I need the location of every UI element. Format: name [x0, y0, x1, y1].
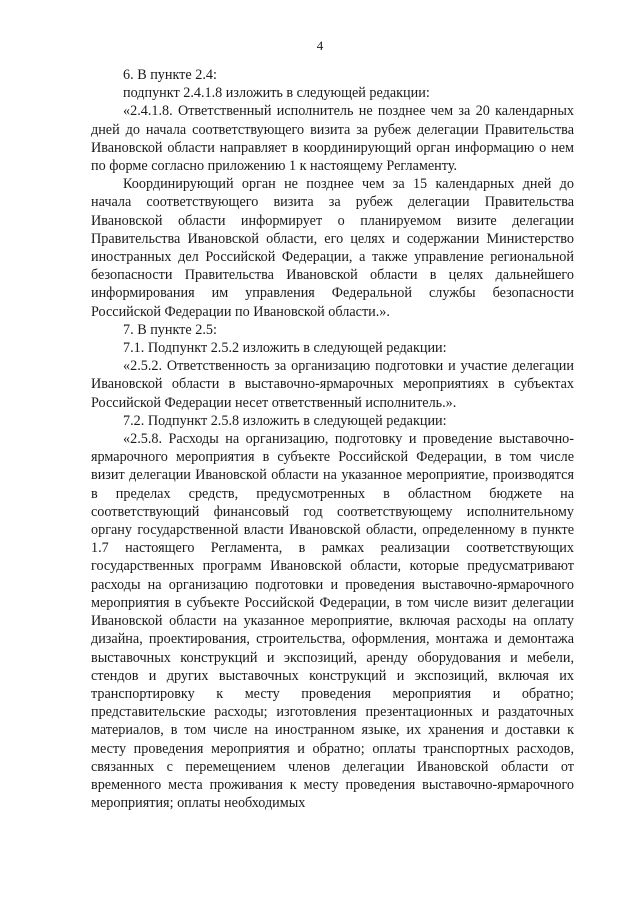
paragraph-7-1-intro: 7.1. Подпункт 2.5.2 изложить в следующей редакции:	[123, 340, 447, 357]
paragraph-7-2-intro: 7.2. Подпункт 2.5.8 изложить в следующей редакции:	[123, 412, 447, 429]
paragraph-subitem-2-4-1-8-intro: подпункт 2.4.1.8 изложить в следующей редакции:	[123, 85, 430, 102]
paragraph-2-5-2-text: «2.5.2. Ответственность за организацию подготовки и участие делегации Ивановской области в выставочно-ярмарочных мероприятиях в субъектах Российской Федерации несет ответственный исполнитель.».	[91, 358, 574, 411]
paragraph-2-4-1-8-text: «2.4.1.8. Ответственный исполнитель не позднее чем за 20 календарных дней до начала соответствующего визита за рубеж делегации Правительства Ивановской области направляет в координирующий орган информацию о нем по форме согласно приложению 1 к настоящему Регламенту.	[91, 103, 574, 175]
paragraph-coordinating-body: Координирующий орган не позднее чем за 15 календарных дней до начала соответствующего визита за рубеж делегации Правительства Ивановской области информирует о планируемом визите делегации Правительства Ивановской области, его целях и содержании Министерство иностранных дел Российской Федерации, а также управление региональной безопасности Правительства Ивановской области в целях дальнейшего информирования им управления Федеральной службы безопасности Российской Федерации по Ивановской области.».	[91, 176, 574, 320]
paragraph-item-7-heading: 7. В пункте 2.5:	[123, 321, 217, 338]
paragraph-item-6-heading: 6. В пункте 2.4:	[123, 67, 217, 83]
document-body	[91, 66, 574, 812]
page-number: 4	[316, 38, 324, 53]
paragraph-2-5-8-text: «2.5.8. Расходы на организацию, подготовку и проведение выставочно-ярмарочного мероприятия в субъекте Российской Федерации, в том числе визит делегации Ивановской области на указанное мероприятие, производятся в пределах средств, предусмотренных в областном бюджете на соответствующий финансовый год соответствующему исполнительному органу государственной власти Ивановской области, определенному в пункте 1.7 настоящего Регламента, в рамках реализации соответствующих государственных программ Ивановской области, которые предусматривают расходы на организацию подготовки и проведения выставочно-ярмарочного мероприятия в субъекте Российской Федерации, в том числе визит делегации Ивановской области на указанное мероприятие, включая расходы на оплату дизайна, проектирования, строительства, оформления, монтажа и демонтажа выставочных конструкций и экспозиций, аренду оборудования и мебели, стендов и других выставочных конструкций и экспозиций, включая их транспортировку к месту проведения мероприятия и обратно; представительские расходы; изготовления презентационных и раздаточных материалов, в том числе на иностранном языке, их хранения и доставки к месту проведения мероприятия и обратно; оплаты транспортных расходов, связанных с перемещением членов делегации Ивановской области от временного места проживания к месту проведения выставочно-ярмарочного мероприятия; оплаты необходимых	[91, 431, 574, 812]
